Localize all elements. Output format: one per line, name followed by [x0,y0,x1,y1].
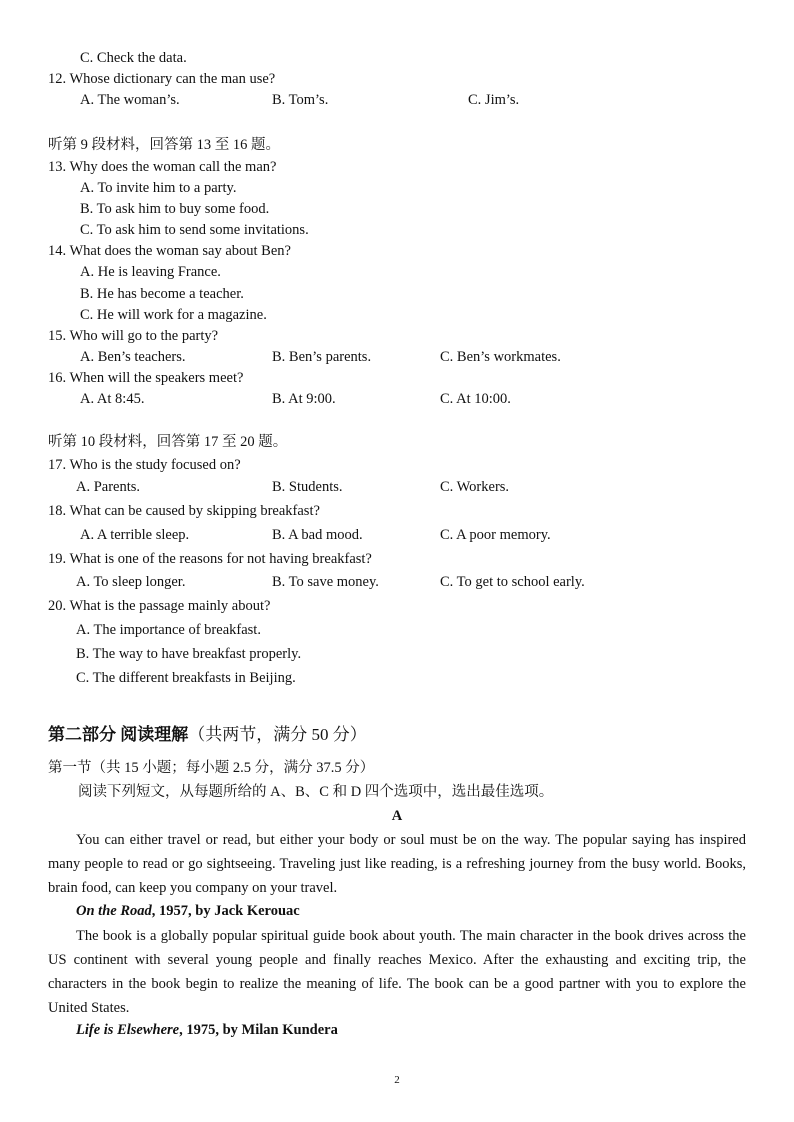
q19-option-b: B. To save money. [272,574,379,590]
q20-option-c: C. The different breakfasts in Beijing. [76,670,296,686]
book-2-title: Life is Elsewhere [76,1022,180,1038]
q16-option-c: C. At 10:00. [440,391,511,407]
book-1-title: On the Road [76,903,152,919]
q15-option-a: A. Ben’s teachers. [80,349,186,365]
question-13: 13. Why does the woman call the man? [48,159,277,175]
question-17: 17. Who is the study focused on? [48,457,241,473]
question-16: 16. When will the speakers meet? [48,370,244,386]
q14-option-a: A. He is leaving France. [80,264,221,280]
part-2-title [48,723,367,747]
q15-option-b: B. Ben’s parents. [272,349,372,365]
page-number: 2 [394,1074,400,1086]
passage-label: A [391,808,403,824]
q16-option-b: B. At 9:00. [272,391,336,407]
question-18: 18. What can be caused by skipping breakfast? [48,503,320,519]
book-2-heading [76,1020,338,1040]
q17-option-c: C. Workers. [440,479,510,495]
section-1-heading: 第一节（共 15 小题；每小题 2.5 分，满分 37.5 分） [48,760,375,776]
question-19: 19. What is one of the reasons for not having breakfast? [48,551,372,567]
q15-option-c: C. Ben’s workmates. [440,349,561,365]
question-20: 20. What is the passage mainly about? [48,598,271,614]
q13-option-b: B. To ask him to buy some food. [80,201,270,217]
section-10-heading: 听第 10 段材料，回答第 17 至 20 题。 [48,434,288,450]
q18-option-b: B. A bad mood. [272,527,363,543]
question-14: 14. What does the woman say about Ben? [48,243,291,259]
book-1-description: The book is a globally popular spiritual guide book about youth. The main character in the book drives across the US continent with several young people and finally reaches Mexico. After the exhausting and exciting trip, the characters in the book begin to realize the meaning of life. The book can be a good partner with you to explore the United States. [48,928,746,1016]
passage-intro: You can either travel or read, but either your body or soul must be on the way. The popular saying has inspired many people to read or go sightseeing. Traveling just like reading, is a refreshing journey from the busy world. Books, brain food, can keep you company on your travel. [48,832,746,896]
q14-option-b: B. He has become a teacher. [80,286,244,302]
question-12: 12. Whose dictionary can the man use? [48,71,276,87]
q16-option-a: A. At 8:45. [80,391,145,407]
question-15: 15. Who will go to the party? [48,328,219,344]
q20-option-a: A. The importance of breakfast. [76,622,261,638]
book-2-meta: , 1975, by Milan Kundera [179,1022,338,1038]
q11-option-c: C. Check the data. [80,50,187,66]
q18-option-a: A. A terrible sleep. [80,527,190,543]
q12-option-b: B. Tom’s. [272,92,329,108]
book-1-meta: , 1957, by Jack Kerouac [151,903,300,919]
q17-option-a: A. Parents. [76,479,141,495]
q13-option-c: C. To ask him to send some invitations. [80,222,309,238]
q19-option-c: C. To get to school early. [440,574,585,590]
part-2-title-tail: （共两节，满分 50 分） [188,725,367,744]
q19-option-a: A. To sleep longer. [76,574,186,590]
q13-option-a: A. To invite him to a party. [80,180,237,196]
section-9-heading: 听第 9 段材料，回答第 13 至 16 题。 [48,137,280,153]
part-2-title-main: 第二部分 阅读理解 [48,725,189,744]
reading-instruction: 阅读下列短文，从每题所给的 A、B、C 和 D 四个选项中，选出最佳选项。 [78,784,554,800]
q12-option-c: C. Jim’s. [468,92,520,108]
q12-option-a: A. The woman’s. [80,92,180,108]
q17-option-b: B. Students. [272,479,343,495]
book-1-heading [76,901,300,921]
q18-option-c: C. A poor memory. [440,527,551,543]
q14-option-c: C. He will work for a magazine. [80,307,267,323]
q20-option-b: B. The way to have breakfast properly. [76,646,302,662]
